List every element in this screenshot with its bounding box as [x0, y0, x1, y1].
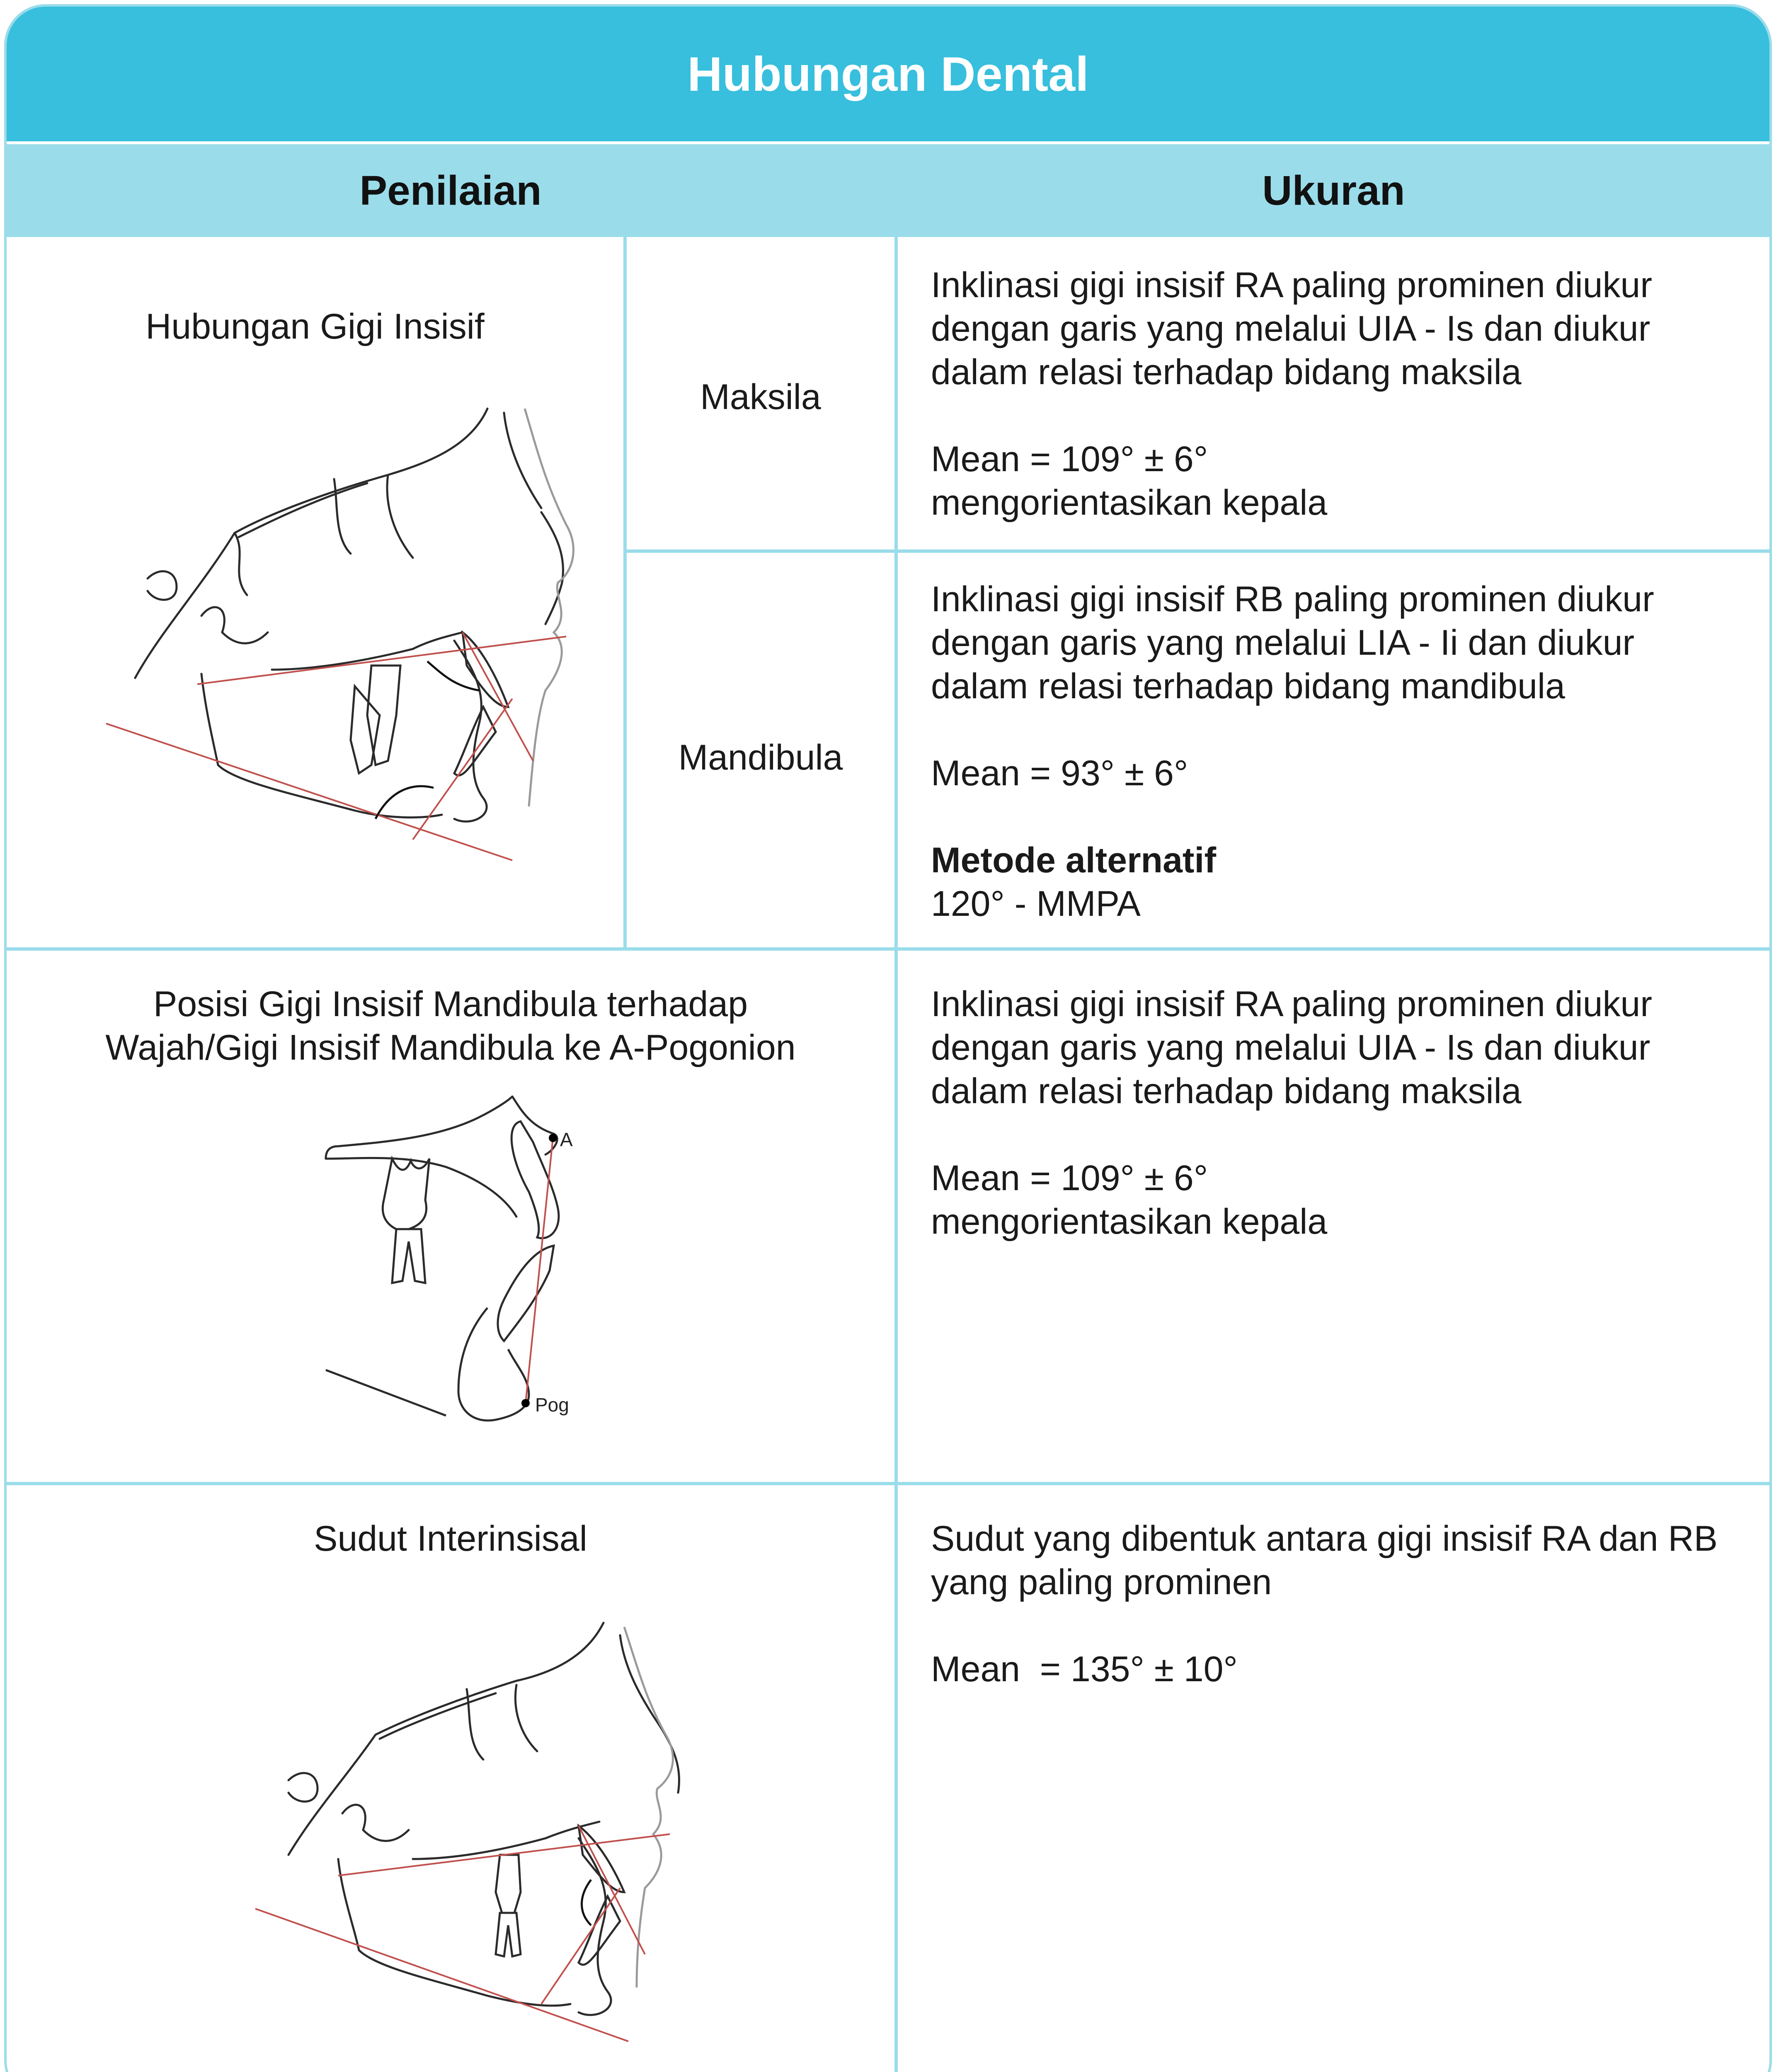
- maxilla-note: mengorientasikan kepala: [931, 483, 1328, 523]
- soft-tissue-profile: [624, 1627, 673, 1987]
- row3-measure: [931, 1517, 1739, 1691]
- table-title-text: Hubungan Dental: [687, 47, 1089, 101]
- soft-tissue-profile: [525, 409, 573, 806]
- maxilla-mean: Mean = 109° ± 6°: [931, 439, 1208, 479]
- row1-label: Hubungan Gigi Insisif: [145, 307, 485, 346]
- point-a-label: A: [560, 1129, 573, 1150]
- interincisal-diagram: [247, 1623, 686, 2050]
- mandible-description: Inklinasi gigi insisif RB paling prominen diukur dengan garis yang melalui LIA - Ii dan diukur dalam relasi terhadap bidang mandibula: [931, 579, 1654, 706]
- reference-lines: [106, 632, 566, 860]
- incisor-outlines: [458, 1121, 559, 1421]
- maxilla-outline: [326, 1097, 557, 1217]
- molar-teeth: [351, 666, 400, 773]
- row2-label-line2: Wajah/Gigi Insisif Mandibula ke A-Pogonion: [105, 1028, 796, 1067]
- molar-tooth: [496, 1855, 521, 1956]
- row2-measure: [931, 983, 1739, 1244]
- table-title: [7, 7, 1769, 141]
- row1-maxilla-measure: [931, 264, 1739, 525]
- grid-vline-main: [894, 144, 898, 2072]
- table-frame: [4, 4, 1772, 2072]
- mandibular-border: [326, 1370, 446, 1416]
- row2-label-line1: Posisi Gigi Insisif Mandibula terhadap: [153, 984, 748, 1024]
- skull-outline: [135, 409, 563, 821]
- row1-maxilla-label: Maksila: [700, 377, 821, 417]
- row1-mandible-measure: [931, 578, 1739, 926]
- row2-label: [7, 983, 894, 1070]
- incisor-teeth: [579, 1826, 624, 1965]
- header-measurement: Ukuran: [1262, 167, 1405, 214]
- row2-note: mengorientasikan kepala: [931, 1202, 1328, 1242]
- row3-mean: Mean = 135° ± 10°: [931, 1649, 1238, 1689]
- a-pogonion-diagram: [322, 1092, 620, 1436]
- row3-description: Sudut yang dibentuk antara gigi insisif RA dan RB yang paling prominen: [931, 1519, 1718, 1602]
- grid-hline-row1: [7, 947, 1769, 951]
- header-assessment: Penilaian: [359, 167, 542, 214]
- mandible-mean: Mean = 93° ± 6°: [931, 753, 1188, 793]
- point-a-dot: [549, 1134, 557, 1142]
- row1-mandible-label: Mandibula: [678, 738, 843, 777]
- header-row: [7, 144, 1769, 237]
- row2-description: Inklinasi gigi insisif RA paling prominen diukur dengan garis yang melalui UIA - Is dan diukur dalam relasi terhadap bidang maksila: [931, 984, 1652, 1111]
- grid-vline-sub: [623, 237, 627, 950]
- mandible-alt-title: Metode alternatif: [931, 840, 1217, 880]
- grid-hline-row2: [7, 1482, 1769, 1485]
- row3-label: Sudut Interinsisal: [314, 1519, 587, 1559]
- molar-tooth: [383, 1159, 429, 1283]
- grid-hline-maxilla: [623, 549, 1769, 553]
- point-pog-label: Pog: [535, 1394, 569, 1416]
- point-pog-dot: [521, 1399, 530, 1407]
- incisor-relation-diagram: [98, 400, 574, 877]
- skull-outline: [288, 1623, 679, 2015]
- mandible-alt-value: 120° - MMPA: [931, 884, 1141, 924]
- maxilla-description: Inklinasi gigi insisif RA paling prominen diukur dengan garis yang melalui UIA - Is dan diukur dalam relasi terhadap bidang maksila: [931, 265, 1652, 392]
- row2-mean: Mean = 109° ± 6°: [931, 1158, 1208, 1198]
- interincisal-arc: [582, 1880, 591, 1925]
